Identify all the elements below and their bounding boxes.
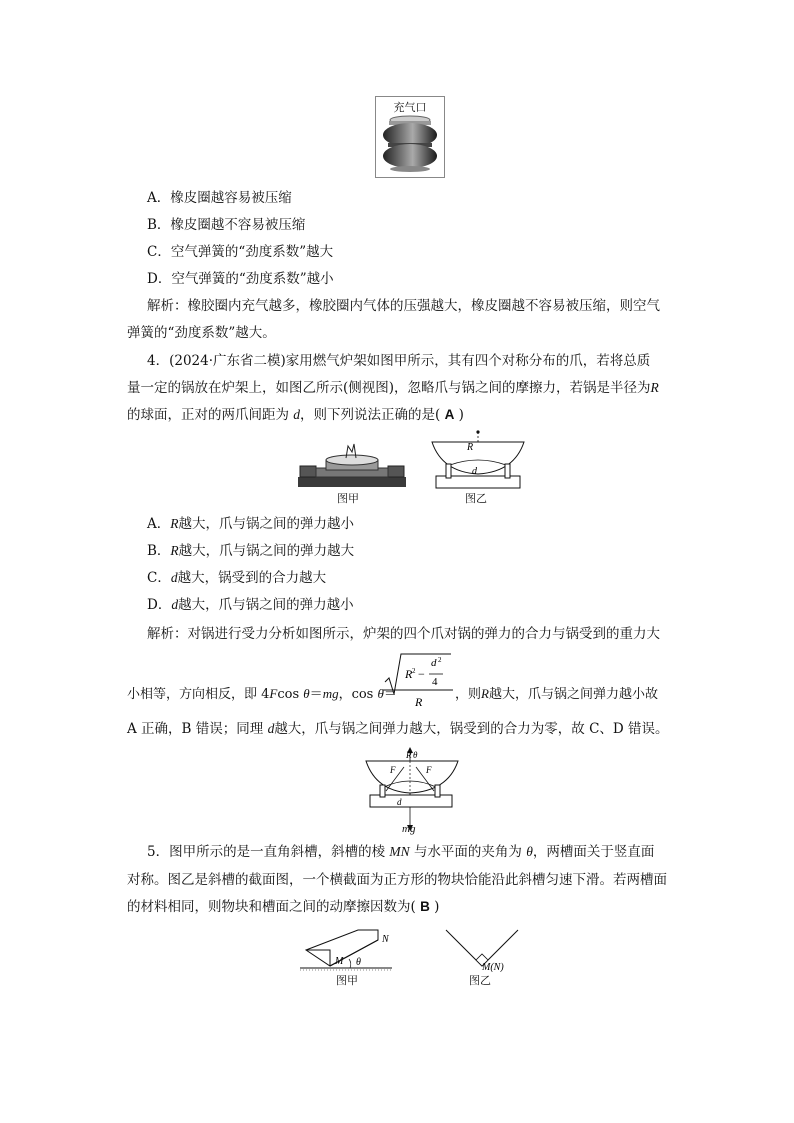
q4-analysis-line1: 解析：对锅进行受力分析如图所示，炉架的四个爪对锅的弹力的合力与锅受到的重力大 bbox=[147, 626, 660, 642]
q5-stem-line2: 对称。图乙是斜槽的截面图，一个横截面为正方形的物块恰能沿此斜槽匀速下滑。若两槽面 bbox=[127, 872, 667, 888]
q3-option-d: D．空气弹簧的“劲度系数”越小 bbox=[147, 271, 334, 287]
q4-stem-line1: 4．(2024·广东省二模)家用燃气炉架如图甲所示，其有四个对称分布的爪，若将总质 bbox=[147, 353, 651, 369]
fig-b-d-label: d bbox=[472, 466, 477, 477]
fig-c-F1-label: F bbox=[390, 765, 396, 775]
q5-figure-a-caption: 图甲 bbox=[336, 975, 358, 987]
q4-option-d: D．d越大，爪与锅之间的弹力越小 bbox=[147, 597, 354, 613]
q4-stem-line2: 量一定的锅放在炉架上，如图乙所示(侧视图)，忽略爪与锅之间的摩擦力，若锅是半径为R bbox=[127, 380, 659, 396]
q4-analysis-line2-tail: ，则R越大，爪与锅之间弹力越小故 bbox=[455, 686, 658, 702]
fig-5b-MN-label: M(N) bbox=[482, 962, 504, 972]
q3-option-a: A．橡皮圈越容易被压缩 bbox=[147, 190, 292, 206]
q4-analysis-line3: A 正确，B 错误；同理 d越大，爪与锅之间弹力越大，锅受到的合力为零，故 C、D 错误。 bbox=[127, 721, 669, 737]
q5-stem-line3: 的材料相同，则物块和槽面之间的动摩擦因数为( B ) bbox=[127, 899, 440, 915]
fig-c-F2-label: F bbox=[426, 765, 432, 775]
trough-cross-section-figure bbox=[442, 928, 522, 972]
q5-answer: B bbox=[420, 899, 430, 914]
fig-5a-theta-label: θ bbox=[356, 957, 361, 968]
q5-stem-line1: 5．图甲所示的是一直角斜槽，斜槽的棱 MN 与水平面的夹角为 θ，两槽面关于竖直面 bbox=[147, 844, 655, 860]
air-spring-figure bbox=[375, 96, 445, 178]
cos-theta-fraction bbox=[383, 652, 455, 712]
q4-figure-a-caption: 图甲 bbox=[337, 493, 359, 505]
air-inlet-label: 充气口 bbox=[393, 101, 427, 114]
q4-stem-line3: 的球面，正对的两爪间距为 d，则下列说法正确的是( A ) bbox=[127, 407, 464, 423]
q4-option-b: B．R越大，爪与锅之间的弹力越大 bbox=[147, 543, 355, 559]
q3-option-b: B．橡皮圈越不容易被压缩 bbox=[147, 217, 306, 233]
fig-5a-N-label: N bbox=[382, 934, 389, 945]
q4-option-a: A．R越大，爪与锅之间的弹力越小 bbox=[147, 516, 354, 532]
frac-R2: R bbox=[405, 667, 413, 681]
fig-b-R-label: R bbox=[467, 442, 474, 453]
svg-text:2: 2 bbox=[438, 656, 442, 664]
q5-figure-b-caption: 图乙 bbox=[469, 975, 491, 987]
q3-analysis-line1: 解析：橡胶圈内充气越多，橡胶圈内气体的压强越大，橡皮圈越不容易被压缩，则空气 bbox=[147, 298, 660, 314]
q4-answer: A bbox=[444, 407, 455, 422]
q3-analysis-line2: 弹簧的“劲度系数”越大。 bbox=[127, 325, 276, 341]
q4-figure-b-caption: 图乙 bbox=[465, 493, 487, 505]
fig-c-R-label: R bbox=[406, 750, 412, 760]
fig-c-d-label: d bbox=[397, 797, 402, 807]
fig-5a-M-label: M bbox=[335, 956, 344, 967]
inclined-trough-figure bbox=[298, 926, 394, 972]
frac-R-denominator: R bbox=[415, 695, 423, 709]
frac-4: 4 bbox=[432, 676, 438, 688]
q4-analysis-line2: 小相等，方向相反，即 4Fcos θ＝mg，cos θ＝ bbox=[127, 686, 397, 702]
frac-d2: d bbox=[431, 657, 437, 669]
fig-c-theta-label: θ bbox=[413, 750, 418, 760]
pot-side-view-figure bbox=[428, 428, 528, 492]
fig-c-mg-label: mg bbox=[402, 823, 416, 835]
q4-option-c: C．d越大，锅受到的合力越大 bbox=[147, 570, 327, 586]
q3-option-c: C．空气弹簧的“劲度系数”越大 bbox=[147, 244, 334, 260]
force-analysis-figure bbox=[364, 745, 464, 835]
air-spring-image bbox=[376, 97, 444, 177]
frac-minus: − bbox=[418, 667, 425, 681]
svg-text:2: 2 bbox=[412, 667, 416, 675]
